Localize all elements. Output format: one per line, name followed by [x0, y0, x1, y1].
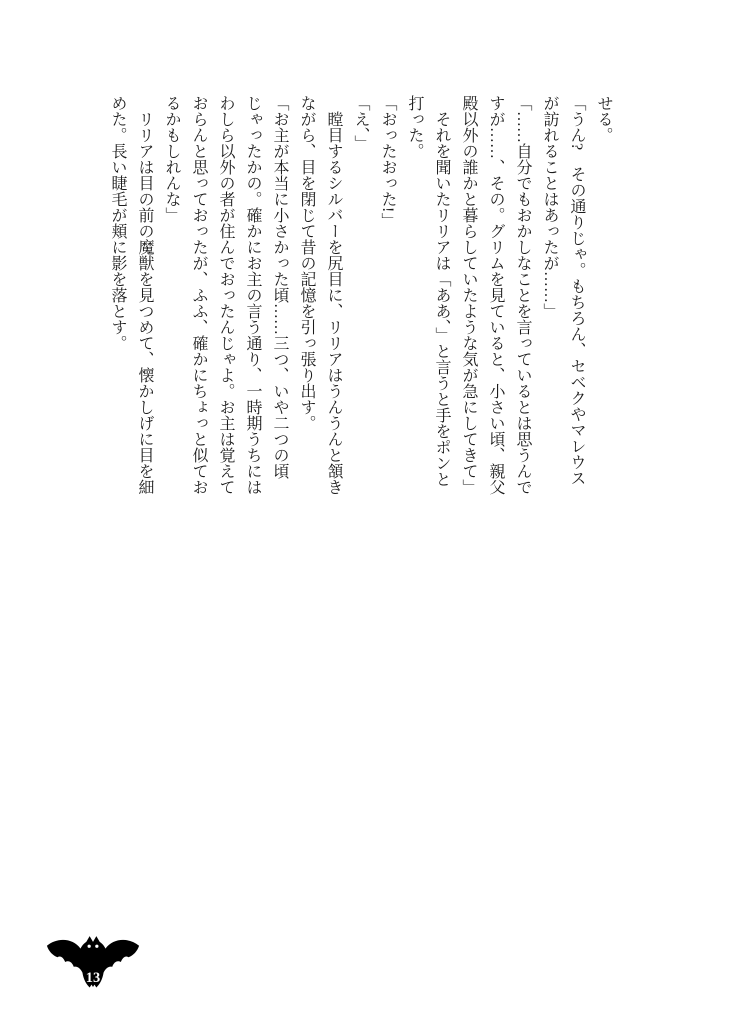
page-footer — [45, 932, 141, 994]
text-column-02: 「うん? その通りじゃ。もちろん、セベクやマレウス — [568, 95, 585, 487]
text-column-01: せる。 — [595, 95, 612, 143]
page-number: 13 — [85, 970, 101, 987]
text-column-08: 打った。 — [406, 95, 423, 159]
text-column-07: それを聞いたリリアは「ああ、」と言うと手をポンと — [433, 95, 450, 487]
text-column-03: が訪れることはあったが……」 — [541, 95, 558, 319]
text-column-13: 「お主が本当に小さかった頃……三つ、いや二つの頃 — [271, 95, 288, 479]
bat-icon — [45, 932, 141, 994]
text-column-15: わしら以外の者が住んでおったんじゃよ。お主は覚えて — [217, 95, 234, 495]
text-column-12: ながら、目を閉じて昔の記憶を引っ張り出す。 — [298, 95, 315, 431]
text-column-16: おらんと思っておったが、ふふ、確かにちょっと似てお — [190, 95, 207, 495]
bat-eye-right — [95, 945, 98, 948]
vertical-text-block — [104, 95, 617, 499]
text-column-18: リリアは目の前の魔獣を見つめて、懐かしげに目を細 — [136, 95, 153, 495]
bat-eye-left — [88, 945, 91, 948]
text-column-05: すが……、その。グリムを見ていると、小さい頃、親父 — [487, 95, 504, 495]
text-column-09: 「おったおった!」 — [379, 95, 396, 229]
text-column-11: 瞠目するシルバーを尻目に、リリアはうんうんと頷き — [325, 95, 342, 495]
text-column-10: 「え、」 — [352, 95, 369, 151]
text-column-06: 殿以外の誰かと暮らしていたような気が急にしてきて」 — [460, 95, 477, 495]
text-column-19: めた。長い睫毛が頬に影を落とす。 — [109, 95, 126, 351]
text-column-04: 「……自分でもおかしなことを言っているとは思うんで — [514, 95, 531, 495]
text-column-17: るかもしれんな」 — [163, 95, 180, 223]
text-column-14: じゃったかの。確かにお主の言う通り、一時期うちには — [244, 95, 261, 495]
